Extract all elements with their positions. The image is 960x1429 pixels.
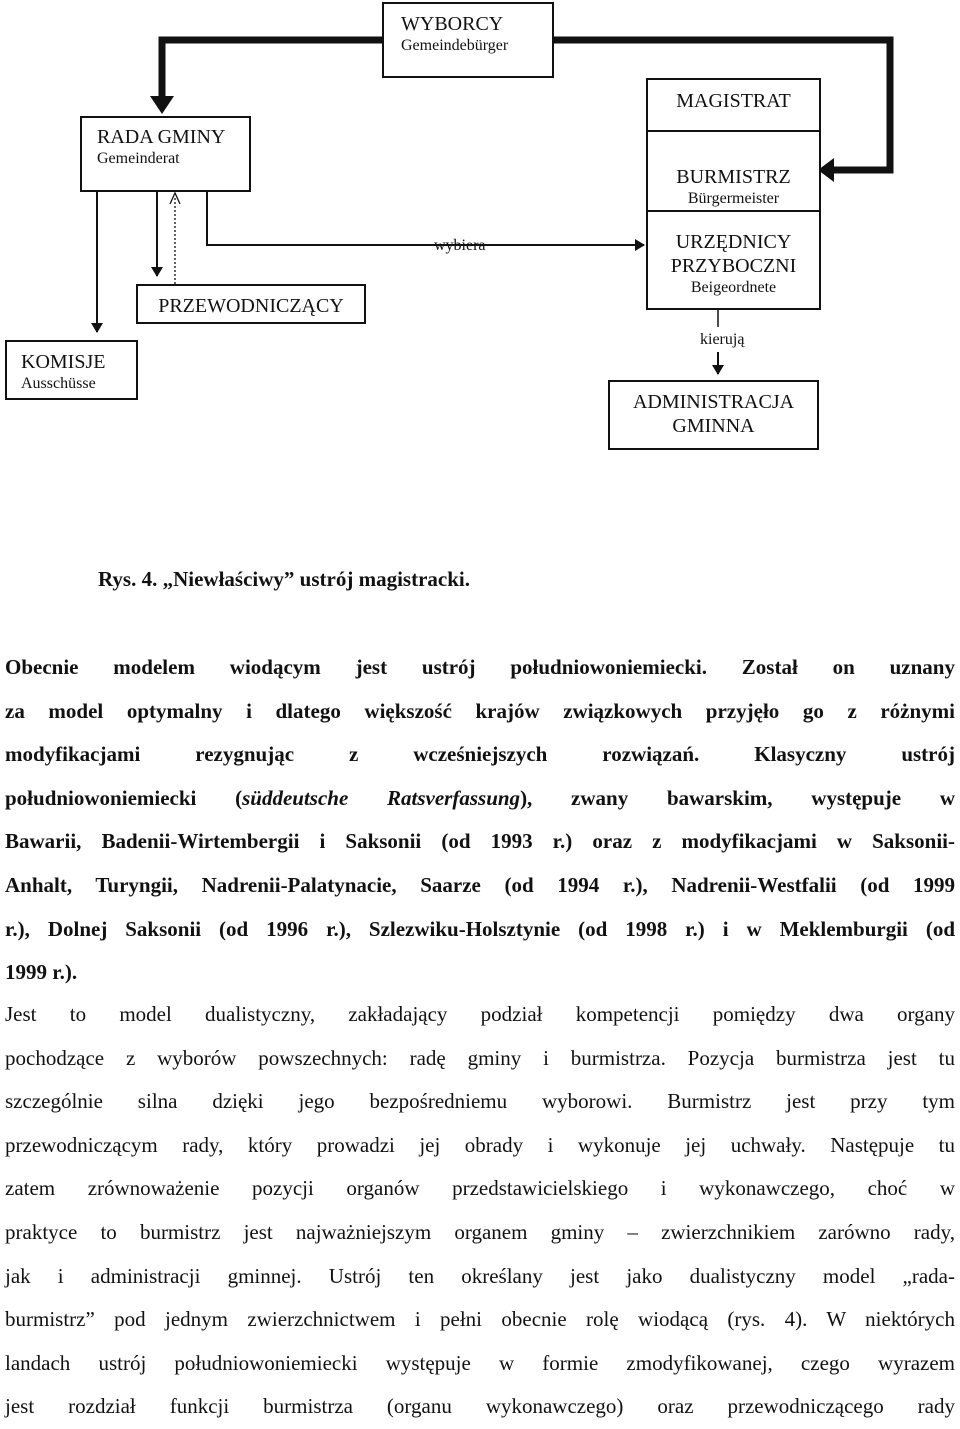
committees-box [5, 340, 138, 400]
figure-caption: Rys. 4. „Niewłaściwy” ustrój magistracki. [98, 567, 470, 591]
voters-box [382, 2, 554, 78]
label-manage: kierują [700, 331, 745, 348]
body-line: jest rozdział funkcji burmistrza (organu wykonawczego) oraz przewodniczącego rady [5, 1394, 955, 1419]
bold-line: Anhalt, Turyngii, Nadrenii-Palatynacie, Saarze (od 1994 r.), Nadrenii-Westfalii (od 1999 [5, 872, 955, 897]
voters-subtitle: Gemeindebürger [401, 37, 509, 54]
voters-to-council-arrow [162, 40, 383, 102]
council-elects-officials-arrow [207, 190, 644, 245]
body-line: zatem zrównoważenie pozycji organów przedstawicielskiego i wykonawczego, choć w [5, 1176, 955, 1201]
chairman-box [136, 284, 366, 324]
committees-title: KOMISJE [21, 351, 106, 373]
body-paragraph [5, 993, 955, 1429]
bold-line: 1999 r.). [5, 960, 78, 985]
bold-line: modyfikacjami rezygnując z wcześniejszych rozwiązań. Klasyczny ustrój [5, 742, 955, 767]
council-title: RADA GMINY [97, 126, 226, 148]
council-subtitle: Gemeinderat [97, 150, 180, 167]
mayor-subtitle: Bürgermeister [687, 190, 780, 207]
label-elects: wybiera [434, 237, 486, 254]
mayor-section [648, 132, 819, 212]
bold-line: południowoniemiecki (süddeutsche Ratsverfassung), zwany bawarskim, występuje w [5, 785, 956, 810]
magistrate-title: MAGISTRAT [676, 90, 791, 112]
deputies-subtitle: Beigeordnete [690, 279, 777, 296]
deputies-title-1: URZĘDNICY [675, 231, 792, 253]
bold-line: za model optymalny i dlatego większość krajów związkowych przyjęło go z różnymi [5, 698, 955, 723]
council-box [80, 116, 251, 192]
body-line: szczególnie silna dzięki jego bezpośredniemu wyborowi. Burmistrz jest przy tym [5, 1089, 955, 1114]
bold-line: r.), Dolnej Saksonii (od 1996 r.), Szlezwiku-Holsztynie (od 1998 r.) i w Meklemburgii (od [5, 916, 955, 941]
voters-title: WYBORCY [401, 13, 504, 35]
body-line: pochodzące z wyborów powszechnych: radę gminy i burmistrza. Pozycja burmistrza jest tu [5, 1045, 955, 1070]
body-line: burmistrz” pod jednym zwierzchnictwem i pełni obecnie rolę wiodącą (rys. 4). W niektórych [5, 1307, 955, 1332]
chairman-title: PRZEWODNICZĄCY [158, 295, 344, 317]
magistrate-box [646, 78, 821, 310]
mayor-title: BURMISTRZ [676, 166, 791, 188]
administration-title-1: ADMINISTRACJA [632, 391, 795, 413]
body-line: przewodniczącym rady, który prowadzi jej obrady i wykonuje jej uchwały. Następuje tu [5, 1132, 955, 1157]
body-line: praktyce to burmistrz jest najważniejszym organem gminy – zwierzchnikiem zarówno rady, [5, 1219, 955, 1244]
bold-line: Obecnie modelem wiodącym jest ustrój południowoniemiecki. Został on uznany [5, 655, 955, 679]
bold-line: Bawarii, Badenii-Wirtembergii i Saksonii (od 1993 r.) oraz z modyfikacjami w Saksonii- [5, 829, 955, 854]
bold-paragraph [5, 646, 955, 995]
body-line: jak i administracji gminnej. Ustrój ten określany jest jako dualistyczny model „rada- [5, 1263, 955, 1288]
administration-box [608, 380, 819, 450]
body-line: Jest to model dualistyczny, zakładający podział kompetencji pomiędzy dwa organy [5, 1002, 955, 1026]
deputies-section [648, 212, 819, 298]
committees-subtitle: Ausschüsse [21, 375, 96, 392]
body-line: landach ustrój południowoniemiecki występuje w formie zmodyfikowanej, czego wyrazem [5, 1350, 955, 1375]
administration-title-2: GMINNA [672, 415, 755, 437]
magistrate-header [648, 80, 819, 132]
deputies-title-2: PRZYBOCZNI [670, 255, 797, 277]
